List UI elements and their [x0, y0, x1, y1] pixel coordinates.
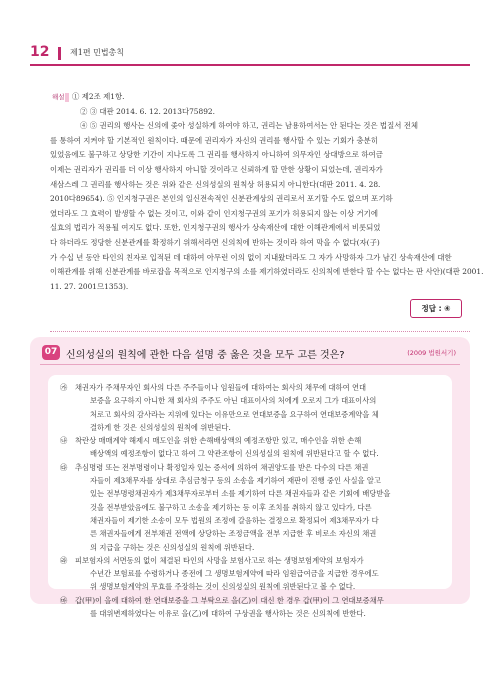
option-line-text: 있는 전부명령채권자가 제3채무자로부터 소를 제기하여 다른 채권자들과 같은 기회에 배당받을 [90, 489, 391, 499]
answer-item-line [50, 280, 470, 295]
option-line-text: 추심명령 또는 전부명령이나 확정일자 있는 증서에 의하여 채권양도를 받은 다수의 다른 채권 [75, 462, 369, 472]
question-card [30, 337, 470, 619]
option-line-text: 착란상 매매계약 해제시 매도인을 위한 손해배상액의 예정조항만 있고, 매수인을 위한 손해 [75, 436, 362, 446]
option-mark: ㉲ [60, 595, 68, 605]
option-line [75, 527, 445, 540]
option-line-text: 를 대위변제하였다는 이유로 을(乙)에 대하여 구상권을 행사하는 것은 신의칙에 반한다. [90, 609, 366, 619]
question-source: (2009 법원서기) [407, 349, 456, 357]
answer-item-line [50, 134, 470, 149]
answer-item-line [50, 236, 470, 251]
answer-item-line [50, 221, 470, 236]
answer-item-line [50, 251, 470, 266]
answer-item-line [50, 163, 470, 178]
option-line-text: 결하게 한 것은 신의성실의 원칙에 위반된다. [90, 422, 231, 432]
header-rule [30, 64, 470, 66]
option-mark: ㉯ [60, 436, 68, 446]
answer-item-line: ③ 대판 2014. 6. 12. 2013다75892. [89, 106, 215, 116]
question-header [40, 345, 460, 363]
option-line [75, 514, 445, 527]
option-line [75, 501, 445, 514]
option-line [75, 421, 445, 434]
answer-line-text: 새삼스레 그 권리를 행사하는 것은 위와 같은 신의성실의 원칙상 허용되지 아니한다(대판 2011. 4. 28. [50, 179, 381, 189]
question-number-badge: 07 [42, 345, 60, 360]
answer-item-line [50, 265, 484, 280]
option-item [60, 461, 445, 554]
page-header [0, 44, 500, 66]
option-line-text: 의 지급을 구하는 것은 신의성실의 원칙에 위반된다. [90, 542, 255, 552]
answer-item-1 [50, 90, 470, 105]
answer-item-num: ① [72, 92, 80, 101]
answer-result-box [410, 299, 462, 318]
options-box [48, 375, 452, 619]
answer-line-text: 였더라도 그 효력이 발생할 수 없는 것이고, 이와 같이 인지청구권의 포기가 허용되지 않는 이상 거기에 [50, 208, 378, 218]
answer-line-text: 다 하더라도 정당한 신분관계를 확정하기 위해서라면 신의칙에 반하는 것이라 하여 막을 수 없다(자(子) [50, 237, 380, 247]
answer-line-text: 이해관계를 위해 신분관계를 바로잡을 목적으로 인지청구의 소를 제기하였더라도 신의칙에 반한다 할 수는 없다는 판 사안)(대판 2001. [50, 267, 484, 277]
option-line [75, 394, 445, 407]
answer-line-text: ⑤ 권리의 행사는 신의에 좇아 성실하게 하여야 하고, 권리는 남용하여서는 안 된다는 것은 법질서 전체 [89, 121, 418, 131]
section-divider [50, 331, 470, 332]
page-number: 12 [30, 44, 50, 60]
answer-item-3 [50, 119, 484, 294]
option-line [75, 580, 445, 593]
option-line [75, 487, 445, 500]
answer-line-text: 11. 27. 2001므1353). [50, 281, 129, 291]
answer-item-line: 제2조 제1항. [81, 92, 125, 101]
options-list [60, 381, 445, 620]
question-text: 신의성실의 원칙에 관한 다음 설명 중 옳은 것을 모두 고른 것은? [66, 350, 345, 361]
chapter-title: 제1편 민법총칙 [70, 48, 125, 57]
page-number-bar [58, 47, 61, 60]
option-item [60, 381, 445, 434]
answer-result: 정답 : ④ [421, 304, 451, 313]
option-mark: ㉰ [60, 462, 68, 472]
option-item [60, 434, 445, 461]
option-line-text: 것을 전부받았음에도 불구하고 소송을 제기하는 등 이후 조치를 취하지 않고 있다가, 다른 [90, 502, 372, 512]
answer-label: 해설 [65, 93, 69, 102]
answer-item-2 [50, 105, 470, 120]
option-line [75, 408, 445, 421]
option-line-text: 른 채권자들에게 전부채권 전액에 상당하는 조정금액을 전부 지급한 후 비로소 자신의 채권 [90, 529, 377, 539]
answer-item-line [50, 178, 470, 193]
option-line [60, 434, 445, 447]
option-line [75, 541, 445, 554]
answer-item-line [50, 207, 470, 222]
option-item [60, 594, 445, 621]
answer-line-text: 2010다89654). ⑤ 인지청구권은 본인의 일신전속적인 신분관계상의 권리로서 포기할 수도 없으며 포기하 [50, 194, 393, 204]
question-rule [40, 364, 460, 365]
answer-line-text: 실효의 법리가 적용될 여지도 없다. 또한, 인지청구권의 행사가 상속재산에 대한 이해관계에서 비롯되었 [50, 223, 381, 233]
option-line-text: 배상액의 예정조항이 없다고 하여 그 약관조항이 신의성실의 원칙에 위반된다고 할 수 없다. [90, 449, 379, 459]
answer-item-num: ④ [80, 121, 88, 131]
answer-line-text: 있었음에도 불구하고 상당한 기간이 지나도록 그 권리를 행사하지 아니하여 의무자인 상대방으로 하여금 [50, 150, 383, 160]
option-line-text: 자들이 제3채무자를 상대로 추심금청구 등의 소송을 제기하여 재판이 진행 중인 사실을 알고 [90, 476, 381, 486]
option-line [60, 461, 445, 474]
option-line [60, 594, 445, 607]
option-line [60, 554, 445, 567]
option-mark: ㉱ [60, 555, 68, 565]
option-line [75, 567, 445, 580]
option-line-text: 피보험자의 서면동의 없이 체결된 타인의 사망을 보험사고로 하는 생명보험계약의 보험자가 [75, 555, 364, 565]
answer-line-text: 이제는 권리자가 권리를 더 이상 행사하지 아니할 것이라고 신뢰하게 할 만한 상황이 되었는데, 권리자가 [50, 164, 383, 174]
answer-item-num: ② [80, 106, 88, 116]
answer-explanation [50, 90, 484, 294]
option-line [75, 474, 445, 487]
option-line-text: 채권자가 주채무자인 회사의 다른 주주들이나 임원들에 대하여는 회사의 채무에 대하여 연대 [75, 383, 367, 392]
option-line [60, 381, 445, 394]
answer-item-line [50, 192, 470, 207]
option-item [60, 554, 445, 594]
option-line [75, 607, 445, 620]
option-line-text: 보증을 요구하지 아니한 채 회사의 주주도 아닌 대표이사의 처에게 오로지 그가 대표이사의 [90, 396, 377, 406]
option-line-text: 채권자들이 제기한 소송이 모두 법원의 조정에 갈음하는 결정으로 확정되어 제3채무자가 다 [90, 515, 379, 525]
option-line-text: 수년간 보험료를 수령하거나 종전에 그 생명보험계약에 따라 임원급여금을 지급한 경우에도 [90, 569, 379, 579]
option-mark: ㉮ [60, 383, 68, 392]
option-line-text: 갑(甲)이 을에 대하여 한 연대보증을 그 부탁으로 을(乙)이 대신 한 경우 갑(甲)이 그 연대보증채무 [75, 595, 384, 605]
option-line-text: 처로고 회사의 감사라는 지위에 있다는 이유만으로 연대보증을 요구하여 연대보증계약을 체 [90, 409, 379, 419]
answer-line-text: 가 수십 년 동안 타인의 친자로 입적된 데 대하여 아무런 이의 없이 지내왔더라도 그 자가 사망하자 그가 남긴 상속재산에 대한 [50, 252, 452, 262]
answer-item-line [50, 148, 470, 163]
option-line-text: 위 생명보험계약의 무효를 주장하는 것이 신의성실의 원칙에 위반된다고 볼 수 없다. [90, 582, 356, 592]
option-line [75, 447, 445, 460]
answer-item-line [50, 119, 470, 134]
answer-line-text: 를 통하여 지켜야 할 기본적인 원칙이다. 때문에 권리자가 자신의 권리를 행사할 수 있는 기회가 충분히 [50, 135, 378, 145]
